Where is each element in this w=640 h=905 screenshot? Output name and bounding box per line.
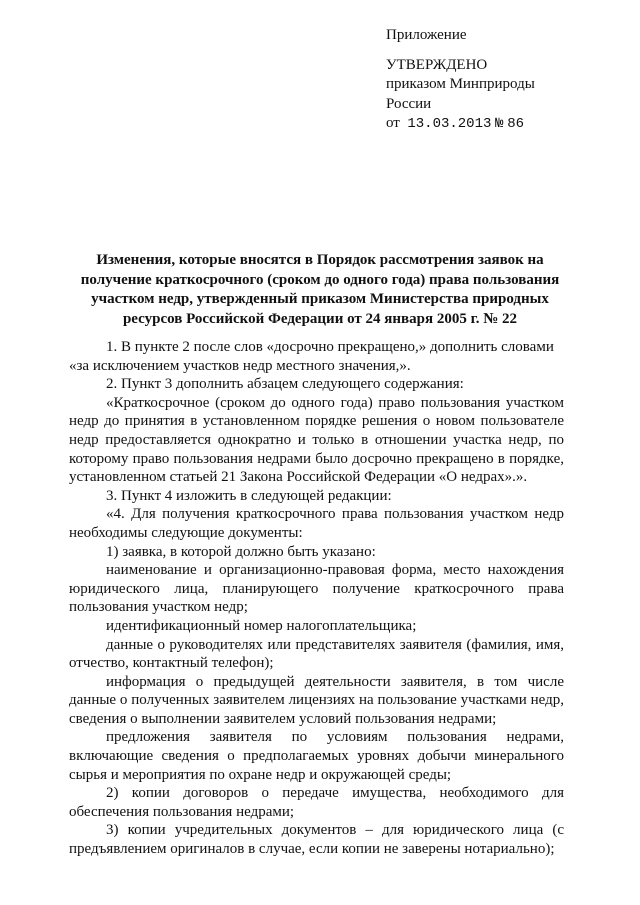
paragraph: «Краткосрочное (сроком до одного года) право пользования участком недр до принятия в установленном порядке решения о новом пользователе недр предоставляется однократно и только в отношении участка недр, по которому право пользования недрами было досрочно прекращено в порядке, установленном статьей 21 Закона Российской Федерации «О недрах».». xyxy=(69,394,564,486)
order-number: 86 xyxy=(507,116,525,132)
approved-label: УТВЕРЖДЕНО xyxy=(386,56,488,73)
paragraph: 1. В пункте 2 после слов «досрочно прекращено,» дополнить словами xyxy=(106,339,554,355)
paragraph: предложения заявителя по условиям пользования недрами, включающие сведения о предполагаемых уровнях добычи минерального сырья и мероприятия по охране недр и окружающей среды; xyxy=(69,729,564,783)
order-line: России xyxy=(386,95,432,112)
approval-stamp xyxy=(386,26,535,135)
paragraph: 1) заявка, в которой должно быть указано: xyxy=(106,543,376,560)
title-line: ресурсов Российской Федерации от 24 января 2005 г. № 22 xyxy=(122,310,518,327)
document-title xyxy=(40,251,600,329)
title-line: Изменения, которые вносятся в Порядок рассмотрения заявок на xyxy=(96,252,544,268)
paragraph: 3) копии учредительных документов – для юридического лица (с предъявлением оригиналов в случае, если копии не заверены нотариально); xyxy=(69,822,564,858)
order-line: приказом Минприроды xyxy=(386,76,535,92)
order-date-line xyxy=(386,114,535,135)
title-line: получение краткосрочного (сроком до одного года) права пользования xyxy=(80,271,560,288)
paragraph: 2) копии договоров о передаче имущества, необходимого для обеспечения пользования недрами; xyxy=(69,785,564,820)
paragraph: данные о руководителях или представителях заявителя (фамилия, имя, отчество, контактный телефон); xyxy=(69,636,564,672)
paragraph: 2. Пункт 3 дополнить абзацем следующего содержания: xyxy=(106,376,464,393)
document-body xyxy=(69,338,564,859)
appendix-label: Приложение xyxy=(386,27,467,43)
number-label: № xyxy=(495,116,504,132)
paragraph: информация о предыдущей деятельности заявителя, в том числе данные о полученных заявителем лицензиях на пользование участками недр, сведения о выполнении заявителем условий пользования недрами; xyxy=(69,673,564,727)
paragraph: «4. Для получения краткосрочного права пользования участком недр необходимы следующие документы: xyxy=(69,506,564,541)
paragraph: идентификационный номер налогоплательщика; xyxy=(106,617,417,634)
paragraph: «за исключением участков недр местного значения,». xyxy=(69,357,411,374)
order-date: 13.03.2013 xyxy=(407,116,492,132)
paragraph: наименование и организационно-правовая форма, место нахождения юридического лица, планирующего получение краткосрочного права пользования участком недр; xyxy=(69,562,564,616)
paragraph: 3. Пункт 4 изложить в следующей редакции: xyxy=(106,487,392,504)
date-prefix: от xyxy=(386,115,400,131)
title-line: участком недр, утвержденный приказом Министерства природных xyxy=(91,291,549,307)
